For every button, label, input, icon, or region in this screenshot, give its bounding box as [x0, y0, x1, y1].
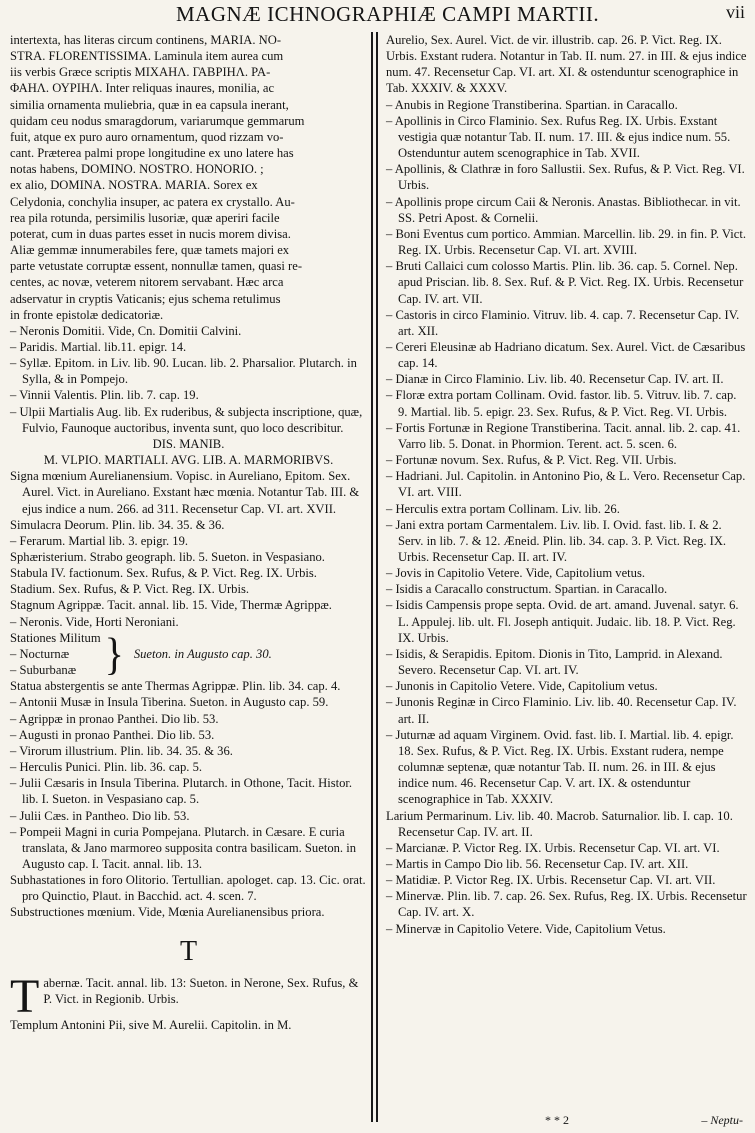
page-number: vii: [725, 2, 745, 22]
column-divider-left: [371, 32, 373, 1122]
index-entry: – Floræ extra portam Collinam. Ovid. fastor. lib. 5. Vitruv. lib. 7. cap. 9. Martial. lib. 5. epigr. 23. Sex. Rufus, & P. Vict. Reg. VI. Urbis.: [386, 388, 737, 419]
stationes-group: [10, 627, 367, 680]
index-entry: Larium Permarinum. Liv. lib. 40. Macrob. Saturnalior. lib. I. cap. 10. Recensetur Cap. IV. art. II.: [386, 808, 733, 839]
index-entry: – Apollinis prope circum Caii & Neronis. Anastas. Bibliothecar. in vit. SS. Petri Apost. & Cornelii.: [386, 194, 741, 225]
index-entry: – Ulpii Martialis Aug. lib. Ex ruderibus, & subjecta inscriptione, quæ, Fulvio, Faunoque auctoribus, inventa sunt, quo loco describitur.: [10, 404, 363, 435]
drop-cap: T: [10, 969, 40, 1023]
index-entry: – Isidis Campensis prope septa. Ovid. de art. amand. Juvenal. satyr. 6. L. Appulej. lib. ult. Fl. Joseph antiquit. Judaic. lib. 18. P. Vict. Reg. IX. Urbis.: [386, 598, 739, 645]
text-line: rea pila rotunda, persimilis lusoriæ, quæ aperiri facile: [10, 210, 280, 225]
index-entry: – Jani extra portam Carmentalem. Liv. lib. I. Ovid. fast. lib. I. & 2. Serv. in lib. 7. & 12. Æneid. Plin. lib. 34. cap. 3. P. Vict. Reg. IX. Urbis. Recensetur Cap. II. art. IV.: [386, 517, 727, 564]
index-entry: – Juturnæ ad aquam Virginem. Ovid. fast. lib. I. Martial. lib. 4. epigr. 18. Sex. Rufus, & P. Vict. Reg. IX. Urbis. Exstant rudera, nempe columnæ septenæ, quæ notantur Tab. II. num. 26. in III. & ejus indice num. 46. Recensetur Cap. V. art. IX. & ostenduntur scenographice in Tab. XXXIV.: [386, 727, 734, 807]
stationes-reference: Sueton. in Augusto cap. 30.: [133, 646, 272, 661]
index-entry-dropcap: [10, 969, 367, 1023]
text-line: in fronte epistolæ dedicatoriæ.: [10, 307, 164, 322]
text-line: STRA. FLORENTISSIMA. Laminula item aurea cum: [10, 49, 284, 64]
index-entry: Subhastationes in foro Olitorio. Tertullian. apologet. cap. 13. Cic. orat. pro Quinctio, Plaut. in Bacchid. act. 4. scen. 7.: [10, 873, 366, 904]
text-line: Aliæ gemmæ innumerabiles fere, quæ tamets majori ex: [10, 243, 290, 258]
index-entry: Statua abstergentis se ante Thermas Agrippæ. Plin. lib. 34. cap. 4.: [10, 679, 341, 694]
index-entry: Stadium. Sex. Rufus, & P. Vict. Reg. IX. Urbis.: [10, 582, 249, 597]
text-line: similia ornamenta muliebria, quæ in ea capsula inerant,: [10, 97, 289, 112]
inscription-line: DIS. MANIB.: [152, 436, 225, 451]
index-entry: – Ferarum. Martial lib. 3. epigr. 19.: [10, 533, 189, 548]
index-entry: – Hadriani. Jul. Capitolin. in Antonino Pio, & L. Vero. Recensetur Cap. VI. art. VIII.: [386, 469, 746, 500]
text-line: parte vetustate corruptæ essent, nonnullæ tamen, quasi re-: [10, 259, 303, 274]
index-entry: – Junonis Reginæ in Circo Flaminio. Liv. lib. 40. Recensetur Cap. IV. art. II.: [386, 695, 737, 726]
index-entry: – Antonii Musæ in Insula Tiberina. Sueton. in Augusto cap. 59.: [10, 695, 329, 710]
index-entry: Stationes Militum: [10, 630, 101, 645]
text-line: quidam ceu nodus smaragdorum, variarumque gemmarum: [10, 113, 305, 128]
index-entry: – Agrippæ in pronao Panthei. Dio lib. 53.: [10, 711, 219, 726]
index-entry: – Neronis. Vide, Horti Neroniani.: [10, 614, 179, 629]
index-entry: – Fortunæ novum. Sex. Rufus, & P. Vict. Reg. VII. Urbis.: [386, 453, 677, 468]
catchword: – Neptu-: [701, 1113, 743, 1127]
index-entry: – Minervæ. Plin. lib. 7. cap. 26. Sex. Rufus, Reg. IX. Urbis. Recensetur Cap. IV. art. X.: [386, 889, 747, 920]
index-entry: Stabula IV. factionum. Sex. Rufus, & P. Vict. Reg. IX. Urbis.: [10, 566, 317, 581]
section-letter: T: [179, 935, 198, 967]
text-line: notas habens, DOMINO. NOSTRO. HONORIO. ;: [10, 162, 264, 177]
index-entry: Stagnum Agrippæ. Tacit. annal. lib. 15. Vide, Thermæ Agrippæ.: [10, 598, 332, 613]
right-column: [386, 32, 748, 937]
text-line: iis verbis Græce scriptis ΜΙΧΑΗΛ. ΓΑΒΡΙΗΛ. ΡΑ-: [10, 65, 271, 80]
text-line: poterat, cum in duas partes esset in nucis morem divisa.: [10, 226, 291, 241]
running-title: MAGNÆ ICHNOGRAPHIÆ CAMPI MARTII.: [176, 2, 600, 26]
index-entry: – Julii Cæsaris in Insula Tiberina. Plutarch. in Othone, Tacit. Histor. lib. I. Sueton. in Vespasiano cap. 5.: [10, 776, 353, 807]
brace-mark: }: [104, 627, 124, 680]
signature-mark: * * 2: [545, 1113, 569, 1127]
text-line: adservatur in cryptis Vaticanis; ejus schema retulimus: [10, 291, 281, 306]
text-line: ex alio, DOMINA. NOSTRA. MARIA. Sorex ex: [10, 178, 258, 193]
index-entry: – Isidis, & Serapidis. Epitom. Dionis in Tito, Lamprid. in Alexand. Severo. Recensetur Cap. VI. art. IV.: [386, 646, 723, 678]
index-entry: – Julii Cæs. in Pantheo. Dio lib. 53.: [10, 808, 190, 823]
text-line: fuit, atque ex puro auro ornamentum, quod rizzam vo-: [10, 129, 284, 144]
index-entry: – Dianæ in Circo Flaminio. Liv. lib. 40. Recensetur Cap. IV. art. II.: [386, 372, 724, 387]
index-entry: – Jovis in Capitolio Vetere. Vide, Capitolium vetus.: [386, 566, 646, 581]
left-column: [10, 32, 367, 1033]
page-header: [0, 0, 755, 28]
index-entry: – Isidis a Caracallo constructum. Spartian. in Caracallo.: [386, 582, 668, 597]
index-entry: – Neronis Domitii. Vide, Cn. Domitii Calvini.: [10, 323, 242, 338]
stationes-items: [10, 630, 101, 678]
index-entry: – Herculis Punici. Plin. lib. 36. cap. 5.: [10, 760, 203, 775]
index-entry: – Syllæ. Epitom. in Liv. lib. 90. Lucan. lib. 2. Pharsalior. Plutarch. in Sylla, & in Pompejo.: [10, 356, 357, 387]
text-line: intertexta, has literas circum continens, MARIA. NO-: [10, 33, 282, 47]
index-entry: – Virorum illustrium. Plin. lib. 34. 35. & 36.: [10, 743, 233, 758]
index-entry: – Apollinis, & Clathræ in foro Sallustii. Sex. Rufus, & P. Vict. Reg. VI. Urbis.: [386, 162, 745, 193]
index-entry: – Pompeii Magni in curia Pompejana. Plutarch. in Cæsare. E curia translata, & Jano marmoreo supposita contra basilicam. Sueton. in Augusto cap. I. Tacit. annal. lib. 13.: [10, 824, 357, 871]
index-entry: – Martis in Campo Dio lib. 56. Recensetur Cap. IV. art. XII.: [386, 856, 689, 871]
index-entry: – Anubis in Regione Transtiberina. Spartian. in Caracallo.: [386, 97, 678, 112]
index-entry: – Nocturnæ: [10, 646, 70, 661]
index-entry-text: abernæ. Tacit. annal. lib. 13: Sueton. in Nerone, Sex. Rufus, & P. Vict. in Regionib. Urbis.: [43, 975, 359, 1006]
index-entry: – Matidiæ. P. Victor Reg. IX. Urbis. Recensetur Cap. VI. art. VII.: [386, 873, 716, 888]
text-line: Celydonia, conchylia insuper, ac patera ex crystallo. Au-: [10, 194, 295, 209]
index-entry: Simulacra Deorum. Plin. lib. 34. 35. & 36.: [10, 517, 225, 532]
index-entry: – Minervæ in Capitolio Vetere. Vide, Capitolium Vetus.: [386, 921, 666, 936]
index-entry: – Cereri Eleusinæ ab Hadriano dicatum. Sex. Aurel. Vict. de Cæsaribus cap. 14.: [386, 339, 746, 371]
text-line: centes, ac novæ, veterem nitorem servabant. Hæc arca: [10, 275, 284, 290]
text-line: ΦΑΗΛ. ΟΥΡΙΗΛ. Inter reliquas inaures, monilia, ac: [10, 81, 275, 96]
index-entry: – Vinnii Valentis. Plin. lib. 7. cap. 19.: [10, 388, 199, 403]
inscription-line: M. VLPIO. MARTIALI. AVG. LIB. A. MARMORIBVS.: [43, 453, 334, 468]
index-entry: Sphæristerium. Strabo geograph. lib. 5. Sueton. in Vespasiano.: [10, 550, 325, 564]
continuation-paragraph: [10, 32, 367, 323]
text-line: cant. Præterea palmi prope longitudine ex uno latere has: [10, 146, 294, 161]
index-entry: – Marcianæ. P. Victor Reg. IX. Urbis. Recensetur Cap. VI. art. VI.: [386, 840, 720, 855]
index-entry: – Fortis Fortunæ in Regione Transtiberina. Tacit. annal. lib. 2. cap. 41. Varro lib. 5. Donat. in Phormion. Terent. act. 5. scen. 6.: [386, 420, 741, 451]
index-entry: – Augusti in pronao Panthei. Dio lib. 53.: [10, 727, 215, 742]
index-entry: – Herculis extra portam Collinam. Liv. lib. 26.: [386, 501, 620, 516]
index-entry: – Boni Eventus cum portico. Ammian. Marcellin. lib. 29. in fin. P. Vict. Reg. IX. Urbis. Recensetur Cap. VI. art. XVIII.: [386, 226, 746, 258]
index-entry: – Bruti Callaici cum colosso Martis. Plin. lib. 36. cap. 5. Cornel. Nep. apud Priscian. lib. 8. Sex. Ruf. & P. Vict. Reg. IX. Urbis. Recensetur Cap. IV. art. VII.: [386, 259, 744, 306]
column-divider-right: [376, 32, 378, 1122]
index-entry: – Castoris in circo Flaminio. Vitruv. lib. 4. cap. 7. Recensetur Cap. IV. art. XII.: [386, 307, 740, 338]
index-entry: Templum Antonini Pii, sive M. Aurelii. Capitolin. in M.: [10, 1017, 292, 1032]
index-entry: – Paridis. Martial. lib.11. epigr. 14.: [10, 339, 187, 354]
index-entry: Substructiones mœnium. Vide, Mœnia Aurelianensibus priora.: [10, 905, 325, 920]
index-entry: – Apollinis in Circo Flaminio. Sex. Rufus Reg. IX. Urbis. Exstant vestigia quæ notantur Tab. II. num. 17. III. & ejus indice num. 55. Ostenduntur autem scenographice in Tab. XVII.: [386, 113, 731, 161]
index-entry: Aurelio, Sex. Aurel. Vict. de vir. illustrib. cap. 26. P. Vict. Reg. IX. Urbis. Exstant rudera. Notantur in Tab. II. num. 27. in III. & ejus indice num. 47. Recensetur Cap. VI. art. XI. & ostenduntur scenographice in Tab. XXXIV. & XXXV.: [386, 33, 747, 96]
index-entry: – Junonis in Capitolio Vetere. Vide, Capitolium vetus.: [386, 679, 658, 694]
index-entry: Signa mœnium Aurelianensium. Vopisc. in Aureliano, Epitom. Sex. Aurel. Vict. in Aureliano. Exstant hæc mœnia. Notantur Tab. III. & ejus indice a num. 266. ad 311. Recensetur Cap. VI. art. XVII.: [10, 469, 360, 516]
index-entry: – Suburbanæ: [10, 663, 77, 678]
